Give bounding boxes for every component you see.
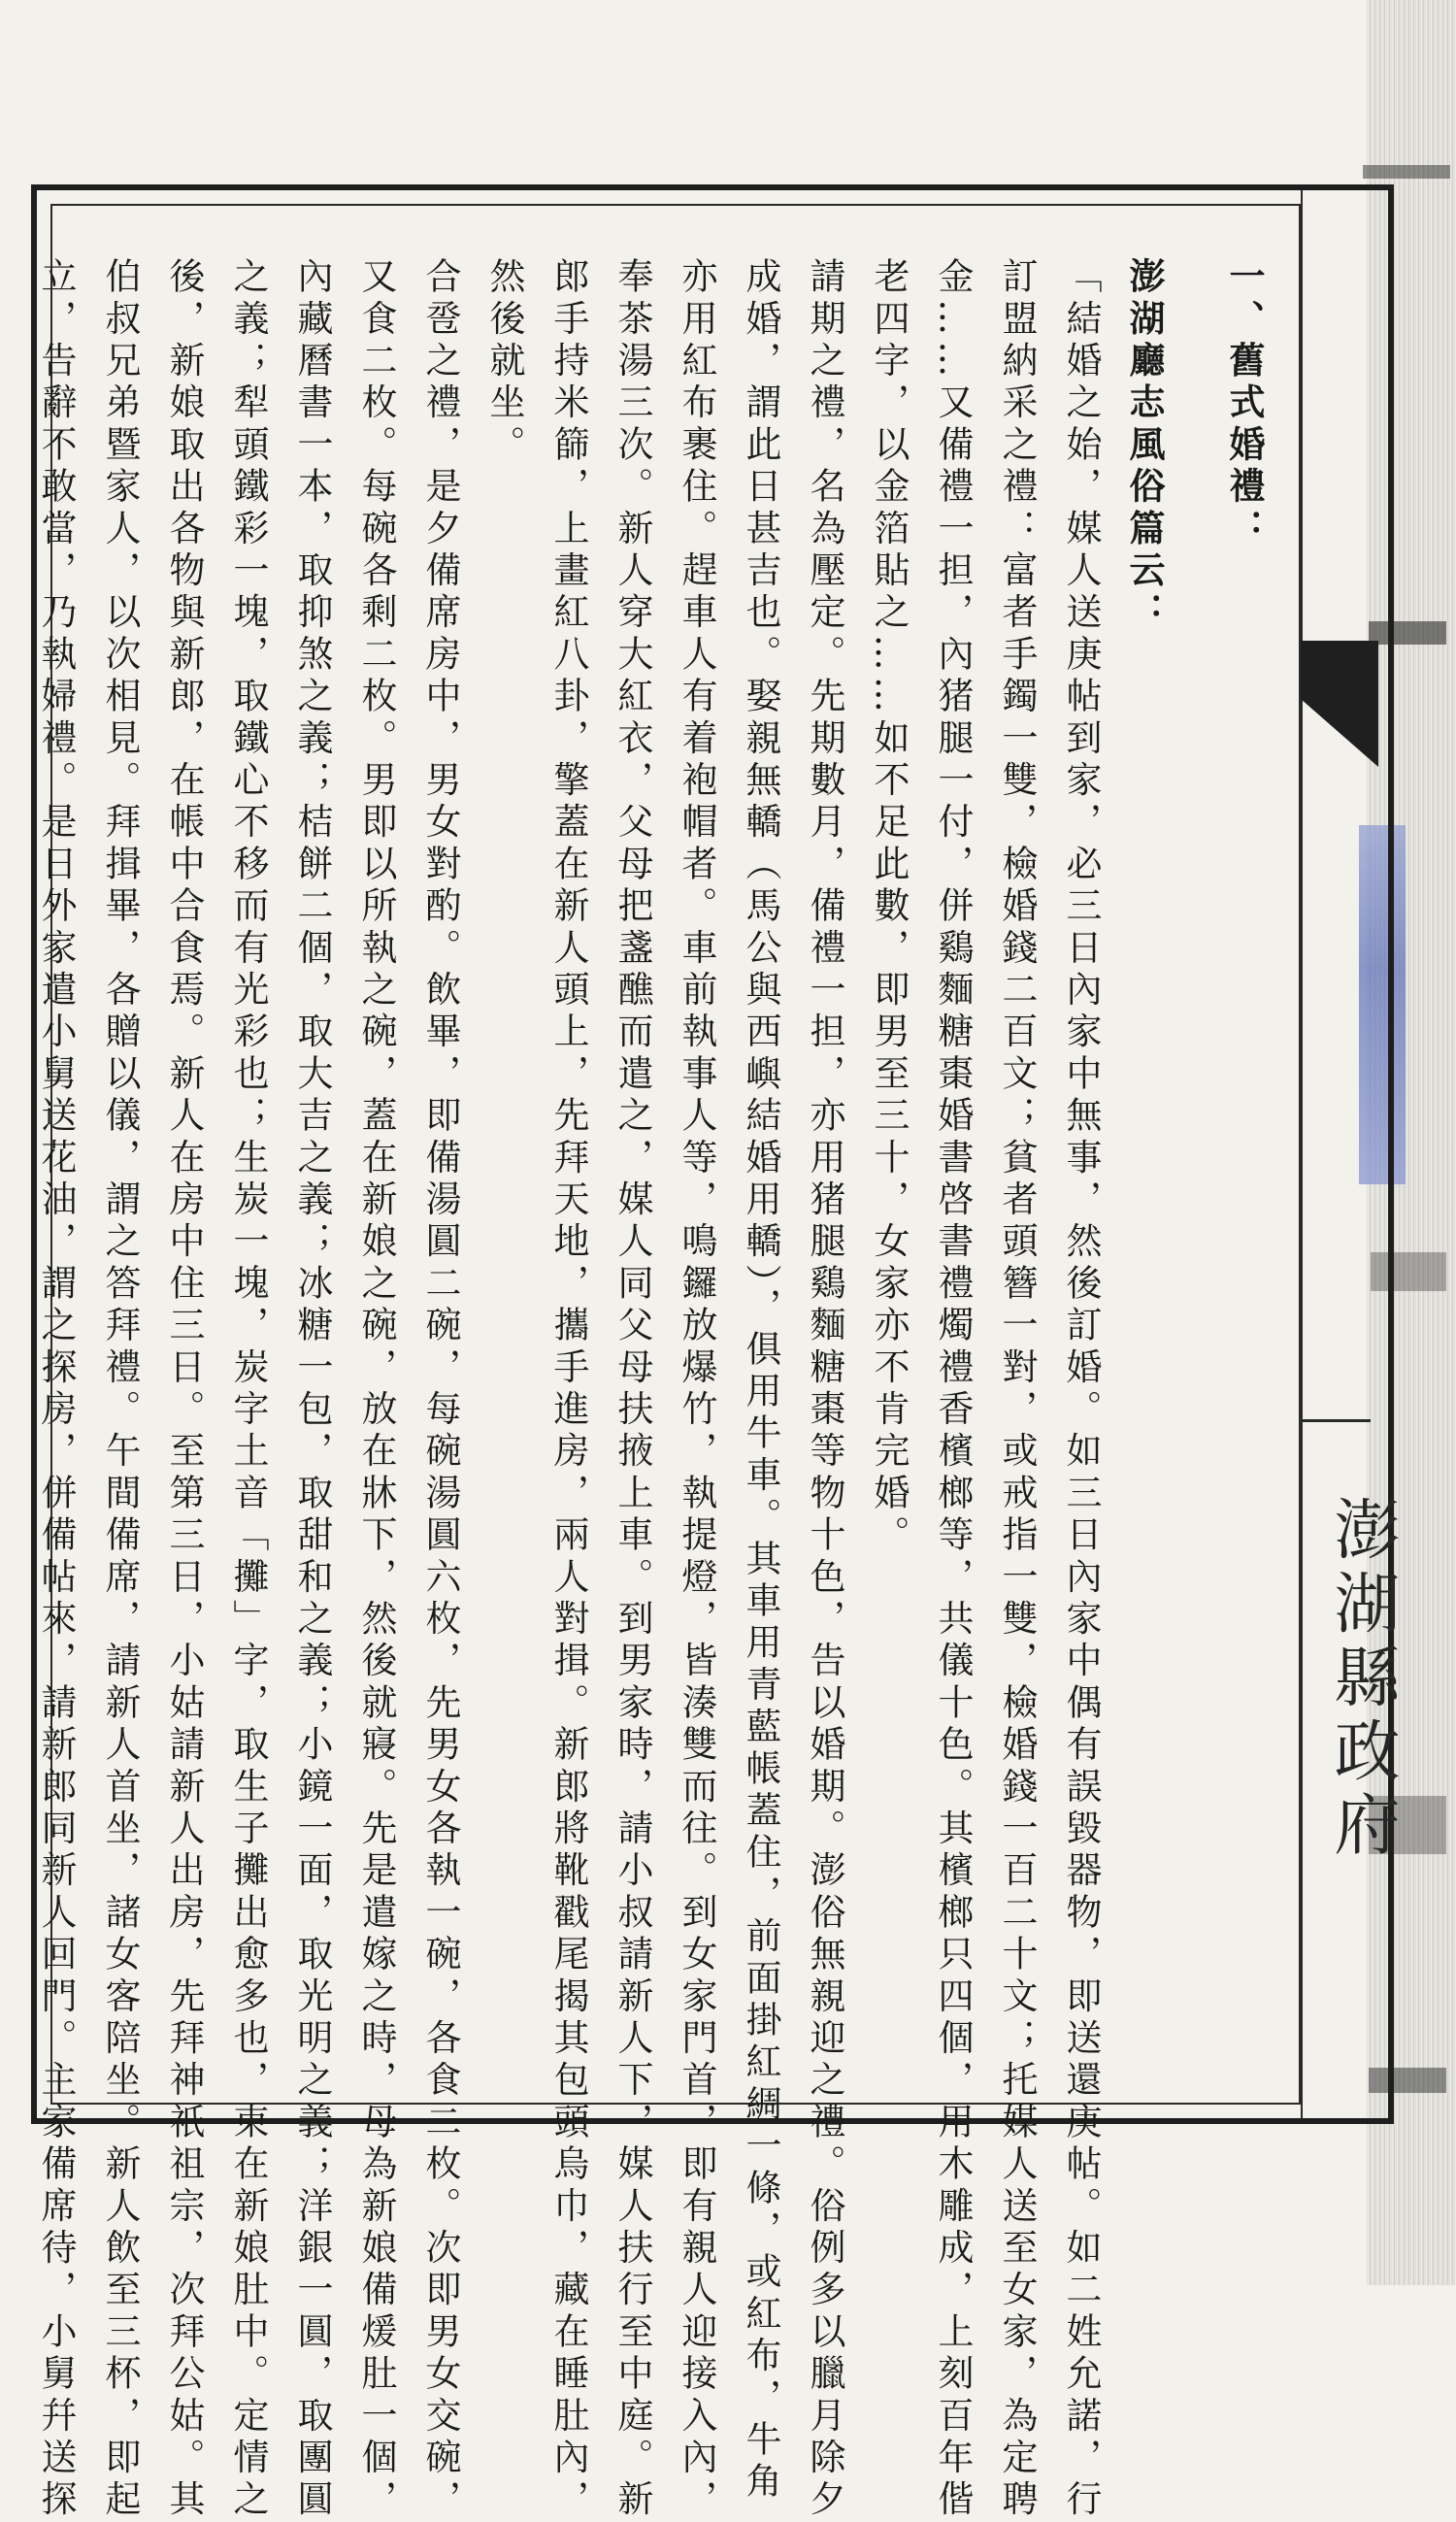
margin-ornament — [1291, 641, 1378, 767]
edge-mark — [1363, 165, 1450, 179]
text-column: 伯叔兄弟暨家人，以次相見。拜揖畢，各贈以儀，謂之答拜禮。午間備席，請新人首坐，諸女客陪坐。新人飲至三杯，即起 — [99, 257, 141, 2522]
source-heading: 澎湖廳志風俗篇云： — [1123, 257, 1166, 635]
text-column: 立，告辭不敢當，乃執婦禮。是日外家遣小舅送花油，謂之探房，併備帖來，請新郎同新人回門。主家備席待，小舅幷送探 — [35, 257, 77, 2522]
text-column: 請期之禮，名為壓定。先期數月，備禮一担，亦用猪腿鷄麵糖棗等物十色，告以婚期。澎俗無親迎之禮。俗例多以臘月除夕 — [804, 257, 845, 2522]
text-column: 「結婚之始，媒人送庚帖到家，必三日內家中無事，然後訂婚。如三日內家中偶有誤毀器物，即送還庚帖。如二姓允諾，行 — [1060, 257, 1102, 2522]
text-column: 郎手持米篩，上畫紅八卦，擎蓋在新人頭上，先拜天地，攜手進房，兩人對揖。新郎將靴戳尾揭其包頭烏巾，藏在睡肚內， — [547, 257, 589, 2522]
text-column: 後，新娘取出各物與新郎，在帳中合食焉。新人在房中住三日。至第三日，小姑請新人出房，先拜神祇祖宗，次拜公姑。其 — [163, 257, 205, 2522]
margin-divider — [1303, 1419, 1371, 1422]
document-text — [23, 257, 1276, 2522]
text-column: 之義；犁頭鐵彩一塊，取鐵心不移而有光彩也；生炭一塊，炭字土音「攤」字，取生子攤出愈多也，束在新娘肚中。定情之 — [227, 257, 269, 2522]
text-column: 然後就坐。 — [483, 257, 525, 467]
text-column: 又食二枚。每碗各剩二枚。男即以所執之碗，蓋在新娘之碗，放在牀下，然後就寢。先是遣嫁之時，母為新娘備煖肚一個， — [355, 257, 397, 2522]
text-column: 訂盟納采之禮：富者手鐲一雙，檢婚錢二百文；貧者頭簪一對，或戒指一雙，檢婚錢一百二十文；托媒人送至女家，為定聘 — [996, 257, 1038, 2522]
running-title: 澎湖縣政府 — [1323, 1495, 1400, 1864]
section-heading: 一、舊式婚禮： — [1223, 257, 1266, 551]
text-column: 合卺之禮，是夕備席房中，男女對酌。飲畢，即備湯圓二碗，每碗湯圓六枚，先男女各執一碗，各食二枚。次即男女交碗， — [419, 257, 461, 2522]
text-column: 內藏曆書一本，取抑煞之義；桔餅二個，取大吉之義；冰糖一包，取甜和之義；小鏡一面，取光明之義；洋銀一圓，取團圓 — [291, 257, 333, 2522]
text-column: 金……又備禮一担，內猪腿一付，併鷄麵糖棗婚書啓書禮燭禮香檳榔等，共儀十色。其檳榔只四個，用木雕成，上刻百年偕 — [932, 257, 974, 2522]
text-column: 奉茶湯三次。新人穿大紅衣，父母把盞醮而遣之，媒人同父母扶掖上車。到男家時，請小叔請新人下，媒人扶行至中庭。新 — [612, 257, 653, 2522]
text-column: 老四字，以金箔貼之……如不足此數，即男至三十，女家亦不肯完婚。 — [868, 257, 910, 1558]
text-column: 亦用紅布裹住。趕車人有着袍帽者。車前執事人等，鳴鑼放爆竹，執提燈，皆湊雙而往。到女家門首，即有親人迎接入內， — [676, 257, 717, 2522]
text-column: 成婚，謂此日甚吉也。娶親無轎（馬公與西嶼結婚用轎），俱用牛車。其車用青藍帳蓋住，前面掛紅綢一條，或紅布，牛角 — [740, 257, 781, 2505]
margin-rule — [1301, 190, 1303, 2118]
